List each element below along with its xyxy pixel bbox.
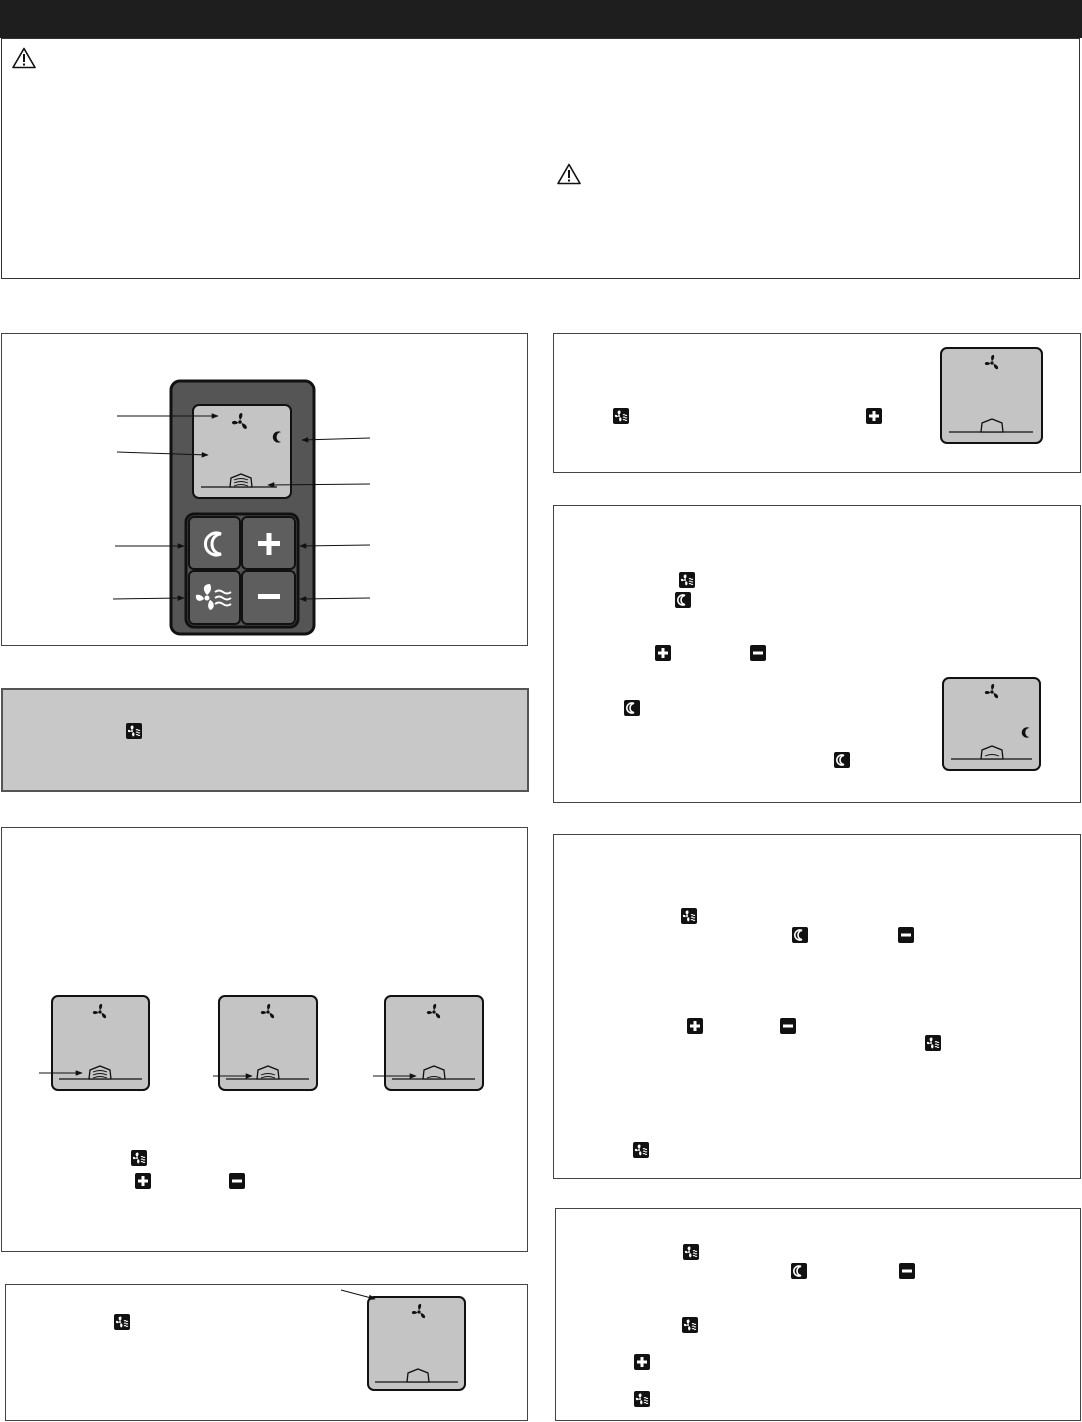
lcd-filter-low — [939, 346, 1045, 446]
fan-speed-button-icon — [126, 723, 142, 739]
warning-triangle-icon — [12, 47, 36, 69]
reset-procedure-panel — [555, 1208, 1081, 1421]
lcd-night-low — [941, 676, 1043, 772]
night-button-icon — [834, 752, 850, 768]
header-bar — [0, 0, 1082, 38]
lcd-filter-medium — [213, 996, 317, 1090]
minus-button-icon — [899, 1263, 915, 1279]
night-button-icon — [791, 1263, 807, 1279]
minus-button-icon — [780, 1018, 796, 1034]
fan-speed-button-icon — [925, 1035, 941, 1051]
fan-speed-button-icon — [681, 908, 697, 924]
fan-speed-button-icon — [613, 408, 629, 424]
warning-triangle-icon — [557, 163, 581, 185]
plus-button-icon — [866, 408, 882, 424]
note-panel — [1, 688, 529, 792]
warning-box — [1, 38, 1080, 279]
plus-button-icon — [634, 1354, 650, 1370]
plus-button-icon — [687, 1018, 703, 1034]
filter-levels-panel — [1, 827, 528, 1252]
minus-button-icon — [258, 594, 280, 599]
fan-speed-button-icon — [682, 1317, 698, 1333]
remote-diagram-panel — [1, 333, 528, 646]
fan-speed-panel — [553, 333, 1081, 473]
minus-button-icon — [750, 645, 766, 661]
night-button-icon — [624, 700, 640, 716]
night-mode-panel — [553, 505, 1081, 803]
fan-speed-button-icon — [634, 1391, 650, 1407]
night-button-icon — [792, 927, 808, 943]
filter-reset-panel — [553, 834, 1081, 1179]
plus-button-icon — [135, 1173, 151, 1189]
minus-button-icon — [898, 927, 914, 943]
lcd-filter-low — [326, 1285, 476, 1395]
filter-level-displays — [2, 828, 527, 1251]
fan-speed-button-icon — [683, 1244, 699, 1260]
filter-display-panel — [5, 1284, 528, 1421]
lcd-filter-high — [39, 996, 149, 1090]
plus-button-icon — [655, 645, 671, 661]
night-button — [189, 517, 240, 569]
night-button-icon — [675, 592, 691, 608]
fan-speed-button-icon — [679, 572, 695, 588]
remote-diagram — [2, 334, 527, 645]
fan-speed-button-icon — [131, 1150, 147, 1166]
fan-speed-button-icon — [114, 1314, 130, 1330]
minus-button-icon — [229, 1173, 245, 1189]
plus-button-icon — [267, 533, 272, 555]
fan-speed-button-icon — [633, 1142, 649, 1158]
lcd-filter-low — [373, 996, 483, 1090]
